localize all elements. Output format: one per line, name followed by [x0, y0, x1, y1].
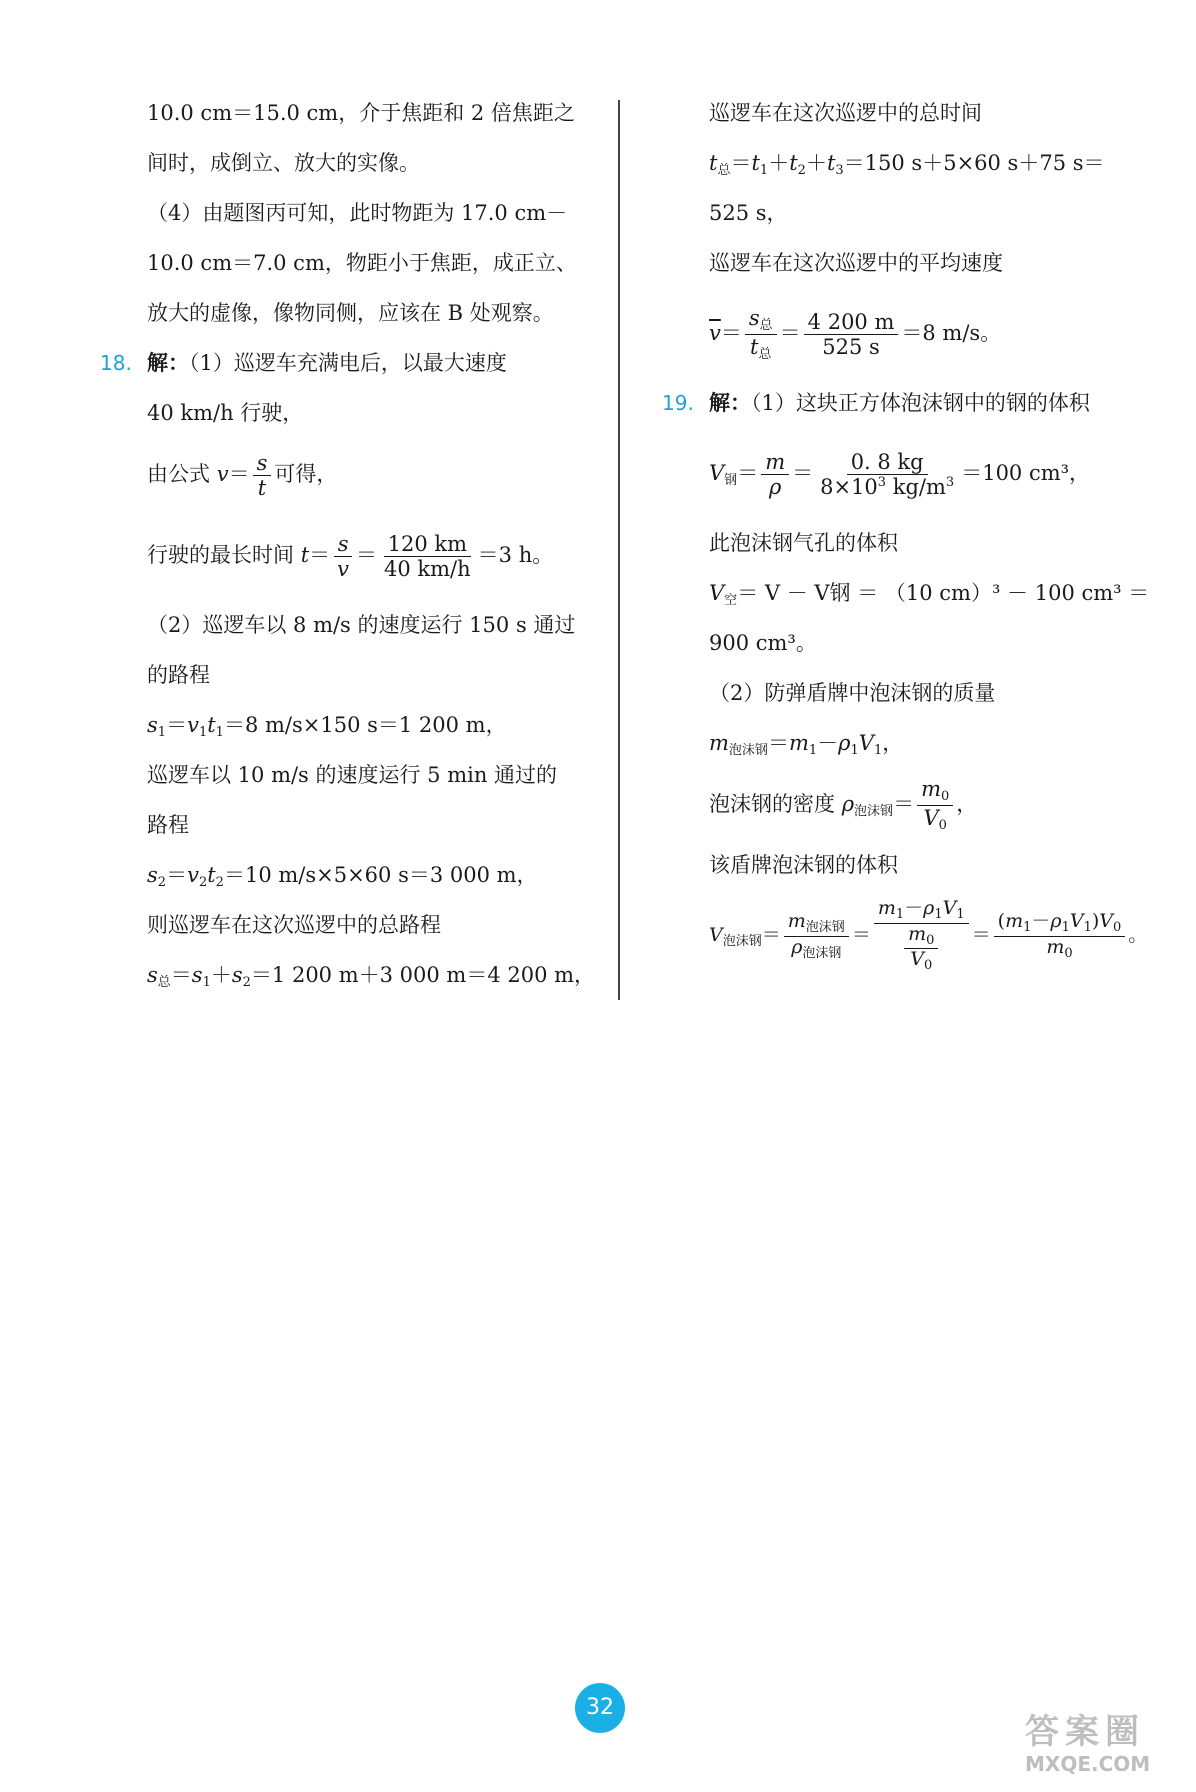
text-line: 间时，成倒立、放大的实像。 — [147, 151, 420, 175]
text-line: 的路程 — [147, 663, 210, 687]
solution-lead: 解： — [147, 350, 189, 375]
text-line: （1）这块正方体泡沫钢中的钢的体积 — [751, 391, 1090, 415]
formula-line: $s_总=s_1+s_2=1$ 200 m＋3 000 m＝4 200 m， — [147, 963, 596, 990]
left-column — [100, 88, 620, 1000]
text-line: 525 s， — [709, 201, 788, 225]
text-line: 10.0 cm＝7.0 cm，物距小于焦距，成正立、 — [147, 251, 577, 275]
solution-lead: 解： — [709, 390, 751, 415]
formula-line: 行驶的最长时间 t＝ $\frac{s}{v}$ ＝ $\frac{120 km}{40 km/h}$ ＝3 h。 — [147, 531, 554, 581]
formula-line: $t_总=t_1+t_2+t_3=150$ s＋5×60 s＋75 s＝ — [709, 151, 1105, 178]
page-number-badge: 32 — [575, 1683, 625, 1733]
watermark-url: MXQE.COM — [1025, 1752, 1151, 1776]
formula-line: 由公式 v＝ $\frac{s}{t}$ 可得， — [147, 450, 338, 500]
question-19-heading — [662, 378, 1152, 428]
question-number: 18. — [100, 351, 132, 375]
text-line: （4）由题图丙可知，此时物距为 17.0 cm－ — [147, 201, 568, 225]
formula-line: $s_1=v_1t_1=8$ m/s×150 s＝1 200 m， — [147, 713, 507, 740]
formula-line: $s_2=v_2t_2=10$ m/s×5×60 s＝3 000 m， — [147, 863, 538, 890]
text-line: （2）巡逻车以 8 m/s 的速度运行 150 s 通过 — [147, 613, 576, 637]
text-line: 巡逻车以 10 m/s 的速度运行 5 min 通过的 — [147, 763, 558, 787]
text-line: 10.0 cm＝15.0 cm，介于焦距和 2 倍焦距之 — [147, 101, 575, 125]
question-18-heading — [100, 338, 620, 388]
text-line: 放大的虚像，像物同侧，应该在 B 处观察。 — [147, 301, 554, 325]
formula-line: $V_空= V - V$钢 ＝ （10 cm）³ － 100 cm³ ＝ — [709, 581, 1150, 608]
text-line: （1）巡逻车充满电后，以最大速度 — [189, 351, 507, 375]
text-line: 路程 — [147, 813, 189, 837]
formula-line: $\overline{v}=$ $\frac{s_总}{t_总}$ ＝ $\frac{4 200 m}{525 s}$ ＝8 m/s。 — [709, 306, 1002, 362]
question-number: 19. — [662, 391, 694, 415]
text-line: 900 cm³。 — [709, 631, 817, 655]
watermark-logo — [1025, 1712, 1190, 1782]
text-line: 巡逻车在这次巡逻中的总时间 — [709, 101, 982, 125]
formula-line: $V_{泡沫钢}=$ $\frac{m_{泡沫钢}}{\rho_{泡沫钢}}$ ＝ $\frac{m_1-\rho_1V_1}{\frac{m_0}{V_0}}$ ＝ $\frac{(m_1-\rho_1V_1)V_0}{m_0}$ 。 — [709, 896, 1148, 974]
right-column — [662, 88, 1152, 980]
formula-line: 泡沫钢的密度 $\rho_{泡沫钢}=$ $\frac{m_0}{V_0}$ ， — [709, 777, 978, 833]
watermark-text: 答案圈 — [1025, 1712, 1145, 1752]
text-line: 此泡沫钢气孔的体积 — [709, 531, 898, 555]
text-line: 该盾牌泡沫钢的体积 — [709, 853, 898, 877]
text-line: 40 km/h 行驶， — [147, 401, 304, 425]
text-line: 巡逻车在这次巡逻中的平均速度 — [709, 251, 1003, 275]
formula-line: $V_钢=$ $\frac{m}{\rho}$ ＝ $\frac{0. 8 kg}{8\times 10^3 kg/m^3}$ ＝100 cm³， — [709, 449, 1091, 499]
text-line: （2）防弹盾牌中泡沫钢的质量 — [709, 681, 996, 705]
text-line: 则巡逻车在这次巡逻中的总路程 — [147, 913, 441, 937]
formula-line: $m_{泡沫钢}=m_1-\rho_1V_1$， — [709, 731, 904, 758]
